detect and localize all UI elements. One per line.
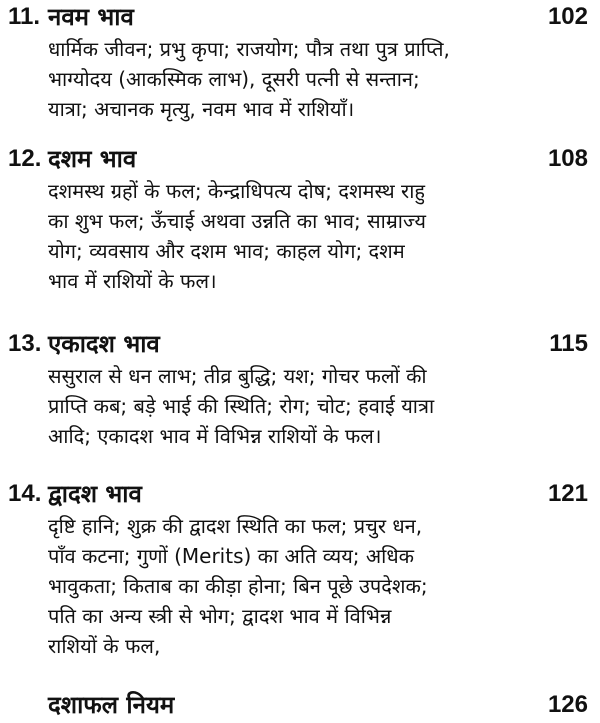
description-line: प्राप्ति कब; बड़े भाई की स्थिति; रोग; चोट; हवाई यात्रा bbox=[48, 394, 435, 418]
toc-entry-heading bbox=[0, 327, 600, 361]
section-number: 12. bbox=[8, 145, 42, 172]
description-line: भाव में राशियों के फल। bbox=[48, 269, 217, 293]
section-title: दशम भाव bbox=[48, 145, 137, 173]
toc-entry-heading bbox=[0, 477, 600, 511]
description-line: दशमस्थ ग्रहों के फल; केन्द्राधिपत्य दोष; दशमस्थ राहु bbox=[48, 179, 425, 203]
page-number: 108 bbox=[547, 145, 588, 172]
description-line: का शुभ फल; ऊँचाई अथवा उन्नति का भाव; साम्राज्य bbox=[48, 209, 426, 233]
description-line: धार्मिक जीवन; प्रभु कृपा; राजयोग; पौत्र तथा पुत्र प्राप्ति, bbox=[48, 37, 450, 61]
toc-entry-14 bbox=[0, 477, 600, 661]
section-description bbox=[48, 176, 588, 296]
section-title: द्वादश भाव bbox=[48, 480, 142, 508]
page-number: 115 bbox=[549, 330, 588, 357]
page-number: 126 bbox=[547, 691, 588, 718]
toc-entry-heading bbox=[0, 0, 600, 34]
description-line: पति का अन्य स्त्री से भोग; द्वादश भाव में विभिन्न bbox=[48, 604, 392, 628]
description-line: आदि; एकादश भाव में विभिन्न राशियों के फल। bbox=[48, 424, 382, 448]
toc-entry-heading bbox=[0, 688, 600, 722]
section-title: एकादश भाव bbox=[48, 330, 160, 358]
toc-entry-11 bbox=[0, 0, 600, 124]
section-description bbox=[48, 361, 588, 451]
description-line: राशियों के फल, bbox=[48, 634, 161, 658]
description-line: भावुकता; किताब का कीड़ा होना; बिन पूछे उपदेशक; bbox=[48, 574, 428, 598]
description-line: यात्रा; अचानक मृत्यु, नवम भाव में राशियाँ। bbox=[48, 97, 355, 121]
page-number: 121 bbox=[547, 480, 588, 507]
section-description bbox=[48, 34, 588, 124]
toc-entry-12 bbox=[0, 142, 600, 296]
description-line: योग; व्यवसाय और दशम भाव; काहल योग; दशम bbox=[48, 239, 405, 263]
section-title: दशाफल नियम bbox=[48, 691, 175, 719]
description-line: पाँव कटना; गुणों (Merits) का अति व्यय; अधिक bbox=[48, 544, 415, 568]
section-number: 13. bbox=[8, 330, 42, 357]
description-line: दृष्टि हानि; शुक्र की द्वादश स्थिति का फल; प्रचुर धन, bbox=[48, 514, 423, 538]
section-number: 11. bbox=[8, 3, 41, 30]
section-title: नवम भाव bbox=[48, 3, 134, 31]
page-number: 102 bbox=[547, 3, 588, 30]
description-line: ससुराल से धन लाभ; तीव्र बुद्धि; यश; गोचर फलों की bbox=[48, 364, 427, 388]
section-number: 14. bbox=[8, 480, 42, 507]
description-line: भाग्योदय (आकस्मिक लाभ), दूसरी पत्नी से सन्तान; bbox=[48, 67, 420, 91]
section-description bbox=[48, 511, 588, 661]
toc-entry-13 bbox=[0, 327, 600, 451]
toc-entry-dashaphal bbox=[0, 688, 600, 722]
toc-entry-heading bbox=[0, 142, 600, 176]
